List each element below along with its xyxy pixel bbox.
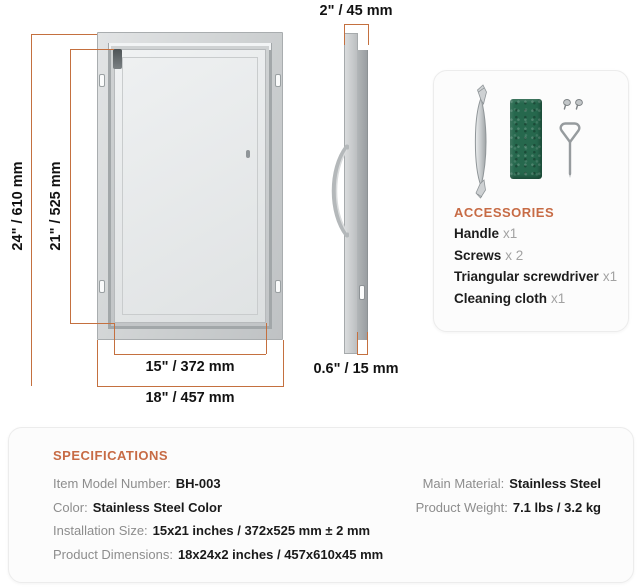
dim-line-width-inner [114, 354, 266, 355]
accessory-name: Cleaning cloth [454, 290, 548, 306]
spec-row [53, 519, 383, 543]
dim-tick [31, 34, 97, 35]
spec-label: Item Model Number: [53, 476, 171, 491]
spec-row [53, 543, 383, 567]
spec-value: BH-003 [175, 476, 221, 491]
dim-label-depth-top: 2" / 45 mm [319, 3, 393, 19]
mounting-slot [275, 280, 281, 293]
accessory-name: Handle [454, 226, 500, 241]
specifications-panel [8, 427, 634, 583]
accessory-qty: x1 [551, 290, 566, 306]
mounting-slot [99, 74, 105, 87]
accessory-item [454, 288, 617, 310]
door-panel-face [122, 57, 258, 315]
dim-label-height-inner: 21" / 525 mm [48, 161, 64, 251]
dim-label-width-outer: 18" / 457 mm [145, 390, 235, 406]
mounting-slot [359, 285, 365, 300]
spec-row [53, 496, 383, 520]
spec-value: 7.1 lbs / 3.2 kg [512, 499, 601, 515]
dim-tick [357, 332, 358, 354]
specifications-left-column [53, 472, 383, 566]
accessory-item [454, 245, 617, 267]
accessory-qty: x1 [503, 226, 518, 241]
side-handle [327, 141, 349, 241]
dim-label-width-inner: 15" / 372 mm [145, 359, 235, 375]
accessory-item [454, 266, 617, 288]
dim-tick [266, 323, 267, 354]
dim-tick [70, 49, 114, 50]
mounting-slot [99, 280, 105, 293]
dim-line-height-inner [70, 49, 71, 323]
door-latch [246, 150, 250, 158]
spec-value: 18x24x2 inches / 457x610x45 mm [177, 546, 384, 562]
accessory-qty: x 2 [505, 247, 524, 263]
dim-line-depth-bottom [357, 354, 368, 355]
accessories-list [454, 223, 617, 309]
accessories-panel [433, 70, 629, 332]
spec-row [416, 496, 601, 520]
dim-label-depth-bottom: 0.6" / 15 mm [313, 361, 399, 377]
dim-line-depth-top [344, 24, 369, 25]
accessories-title: ACCESSORIES [454, 205, 555, 220]
spec-row [416, 472, 601, 496]
spec-label: Main Material: [422, 476, 505, 491]
dim-tick [114, 323, 115, 354]
dim-tick [367, 332, 368, 354]
dim-tick [70, 323, 114, 324]
triangular-screwdriver-icon [556, 121, 584, 179]
spec-value: Stainless Steel [509, 476, 601, 491]
dim-line-width-outer [97, 386, 284, 387]
dim-tick [368, 24, 369, 45]
spec-value: 15x21 inches / 372x525 mm ± 2 mm [152, 523, 371, 538]
spec-label: Product Dimensions: [53, 546, 173, 562]
accessory-item [454, 223, 617, 245]
spec-row [53, 472, 383, 496]
dim-tick [283, 340, 284, 386]
spec-label: Installation Size: [53, 523, 148, 538]
spec-label: Product Weight: [415, 499, 508, 515]
spec-label: Color: [53, 499, 88, 515]
dim-line-height-outer [31, 34, 32, 386]
screws-icon [562, 98, 586, 112]
dim-label-height-outer: 24" / 610 mm [10, 161, 26, 251]
door-front-view [97, 32, 283, 340]
accessory-name: Triangular screwdriver [454, 269, 599, 284]
spec-value: Stainless Steel Color [92, 499, 223, 515]
handle-icon [467, 84, 495, 199]
door-hinge [113, 49, 122, 69]
mounting-slot [275, 74, 281, 87]
accessory-name: Screws [454, 247, 502, 263]
dim-tick [97, 340, 98, 386]
specifications-right-column [416, 472, 601, 519]
cleaning-cloth-icon [510, 99, 542, 179]
accessory-qty: x1 [602, 269, 618, 284]
door-side-view [344, 33, 368, 355]
specifications-title: SPECIFICATIONS [53, 448, 169, 463]
dim-tick [344, 24, 345, 45]
